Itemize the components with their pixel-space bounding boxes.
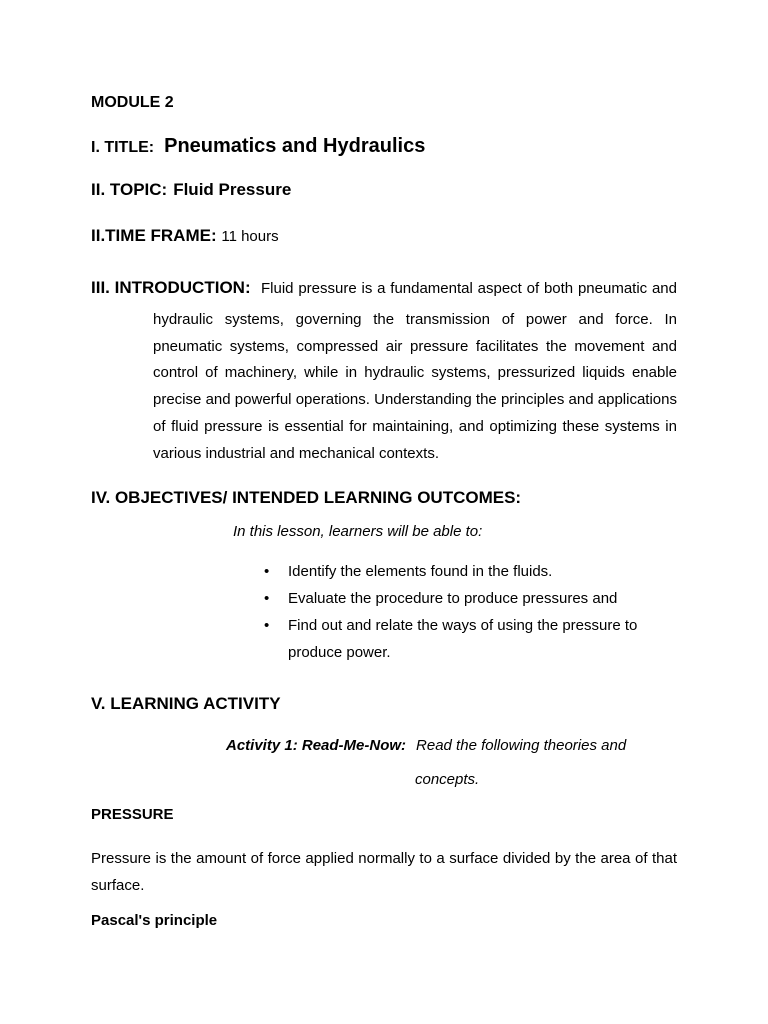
pressure-heading: PRESSURE [91, 806, 174, 823]
time-frame-value: 11 hours [221, 228, 279, 245]
title-value: Pneumatics and Hydraulics [164, 135, 426, 157]
introduction-label: III. INTRODUCTION: [91, 278, 251, 297]
activity-text-continued: concepts. [415, 771, 480, 788]
objective-text: Identify the elements found in the fluids. [288, 563, 553, 580]
module-number: MODULE 2 [91, 94, 174, 111]
objectives-list [264, 558, 664, 666]
bullet-icon: • [264, 617, 270, 634]
objectives-intro: In this lesson, learners will be able to: [233, 523, 483, 540]
activity-text: Read the following theories and [416, 737, 627, 754]
list-item [264, 585, 664, 612]
objective-text: Evaluate the procedure to produce pressures and [288, 590, 618, 607]
title-label: I. TITLE: [91, 139, 155, 156]
activity-row [226, 737, 626, 754]
title-row [91, 135, 425, 158]
list-item [264, 558, 664, 585]
introduction-first-line: Fluid pressure is a fundamental aspect of both pneumatic and [261, 280, 677, 297]
topic-row [91, 180, 291, 200]
introduction-body: hydraulic systems, governing the transmission of power and force. In pneumatic systems, compressed air pressure facilitates the movement and control of machinery, while in hydraulic systems, pressurized liquids enable precise and powerful operations. Understanding the principles and applications of fluid pressure is essential for maintaining, and optimizing these systems in various industrial and mechanical contexts. [153, 311, 677, 462]
objectives-heading: IV. OBJECTIVES/ INTENDED LEARNING OUTCOMES: [91, 488, 522, 507]
activity-label: Activity 1: Read-Me-Now: [226, 737, 407, 754]
pressure-definition: Pressure is the amount of force applied normally to a surface divided by the area of that surface. [91, 850, 677, 894]
list-item [264, 612, 664, 666]
time-frame-row [91, 226, 279, 246]
pascal-principle-heading: Pascal's principle [91, 912, 218, 929]
learning-activity-heading: V. LEARNING ACTIVITY [91, 694, 281, 713]
objective-text: Find out and relate the ways of using the pressure to produce power. [288, 617, 638, 661]
bullet-icon: • [264, 590, 270, 607]
time-frame-label: II.TIME FRAME: [91, 226, 217, 245]
bullet-icon: • [264, 563, 270, 580]
topic-value: Fluid Pressure [173, 180, 292, 199]
topic-label: II. TOPIC: [91, 180, 168, 199]
